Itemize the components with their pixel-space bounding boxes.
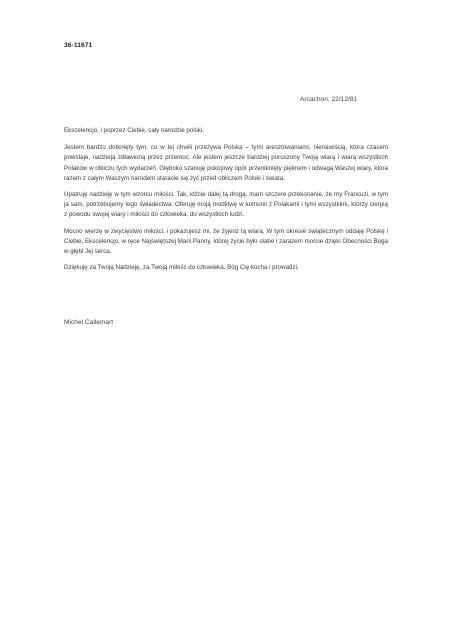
letter-body xyxy=(64,126,388,279)
signature-name: Michel Callemart xyxy=(64,319,114,326)
paragraph-3: Mocno wierzę w zwycięstwo miłości, i pokazujesz mi, że żyjesz tą wiarą. W tym okresie świątecznym oddaję Polskę i Ciebie, Ekscelencjo, w ręce Najświętszej Marii Panny, której życie było słabe i zarazem mocne dzięki Obecności Boga w głębi Jej serca. xyxy=(64,227,388,256)
paragraph-2: Upatruję nadzieję w tym wzorcu miłości. Tak, idźcie dalej tą drogą, mam szczere przekonanie, że my Francuzi, w tym ja sam, potrzebujemy tego świadectwa. Oferuję moją modlitwę w komunii z Polakami i tymi wszystkimi, którzy cierpią z powodu swojej wiary i miłości do człowieka, do wszystkich ludzi. xyxy=(64,191,388,219)
paragraph-1: Jestem bardzo dotknięty tym, co w tej chwili przeżywa Polska – tymi aresztowaniami, nienawiścią, która czasem powstaje, nadzieją zdławioną przez przemoc. Ale jestem jeszcze bardziej poruszony Twoją wiarą i wiarą wszystkich Polaków w obliczu tych wydarzeń. Głęboko szanuję pokojowy opór przeniknięty pięknem i odwagą Waszej wiary, która razem z całym Waszym narodem staracie się żyć przed obliczem Polski i świata. xyxy=(64,144,388,182)
salutation: Ekscelencjo, i poprzez Ciebie, cały narodzie polski, xyxy=(64,127,204,134)
place-and-date: Arcachon, 22/12/81 xyxy=(300,96,358,103)
document-reference-number: 36-11671 xyxy=(64,42,93,49)
closing-line: Dziękuję za Twoją Nadzieję, za Twoją miłość do człowieka, Bóg Cię kocha i prowadzi, xyxy=(64,264,299,272)
